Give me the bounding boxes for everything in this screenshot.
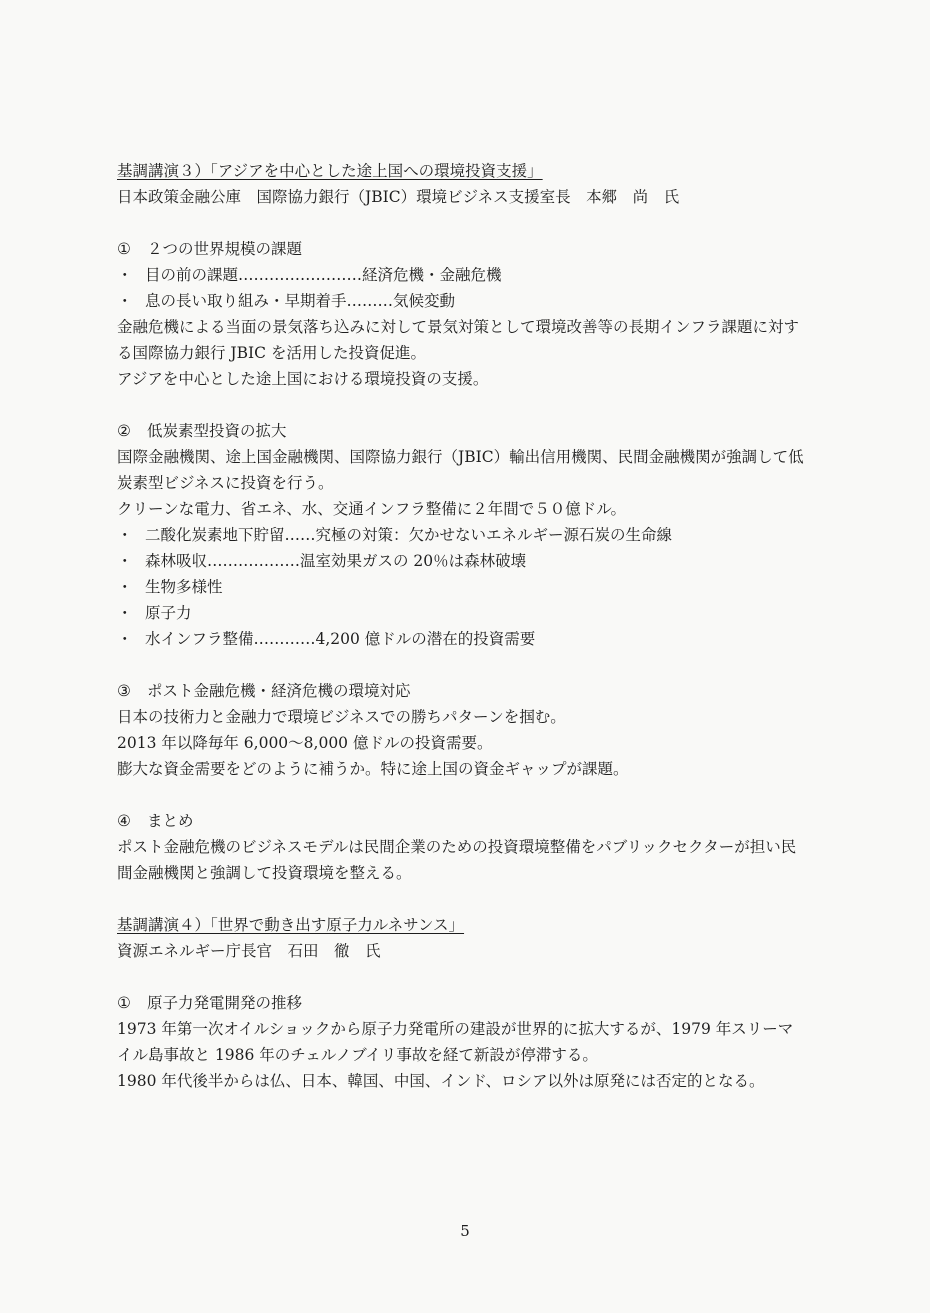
bullet-text: 息の長い取り組み・早期着手………気候変動: [145, 292, 456, 310]
bullet-text: 水インフラ整備…………4,200 億ドルの潜在的投資需要: [145, 630, 536, 648]
keynote4-title: 基調講演４）「世界で動き出す原子力ルネサンス」: [117, 916, 465, 934]
keynote3-s3-line-2: 2013 年以降毎年 6,000～8,000 億ドルの投資需要。: [117, 734, 493, 752]
keynote3-title: 基調講演３）「アジアを中心とした途上国への環境投資支援」: [117, 162, 543, 180]
keynote4-s1-paragraph-1: 1973 年第一次オイルショックから原子力発電所の建設が世界的に拡大するが、1979 年スリーマイル島事故と 1986 年のチェルノブイリ事故を経て新設が停滞する。: [117, 1020, 794, 1064]
keynote3-s2-heading: [117, 418, 807, 444]
section-heading: 原子力発電開発の推移: [147, 994, 303, 1012]
keynote4-s1-heading: [117, 990, 807, 1016]
keynote3-s1-bullet-2: [117, 288, 807, 314]
keynote3-s2-bullet-3: [117, 574, 807, 600]
keynote3-s2-bullet-2: [117, 548, 807, 574]
keynote3-s2-bullet-1: [117, 522, 807, 548]
keynote3-speaker: 日本政策金融公庫 国際協力銀行（JBIC）環境ビジネス支援室長 本郷 尚 氏: [117, 188, 680, 206]
keynote3-s2-paragraph-2: クリーンな電力、省エネ、水、交通インフラ整備に２年間で５０億ドル。: [117, 500, 627, 518]
bullet-dot: ・: [117, 292, 133, 310]
section-heading: ポスト金融危機・経済危機の環境対応: [147, 682, 411, 700]
bullet-dot: ・: [117, 552, 133, 570]
section-marker: ②: [117, 422, 131, 440]
keynote3-s1-heading: [117, 236, 807, 262]
keynote3-s2-bullet-4: [117, 600, 807, 626]
bullet-text: 目の前の課題……………………経済危機・金融危機: [145, 266, 502, 284]
keynote3-s3-line-3: 膨大な資金需要をどのように補うか。特に途上国の資金ギャップが課題。: [117, 760, 629, 778]
bullet-text: 森林吸収………………温室効果ガスの 20％は森林破壊: [145, 552, 527, 570]
section-heading: まとめ: [147, 812, 194, 830]
keynote3-s1-paragraph-1: 金融危機による当面の景気落ち込みに対して景気対策として環境改善等の長期インフラ課題に対する国際協力銀行 JBIC を活用した投資促進。: [117, 318, 800, 362]
keynote3-s4-paragraph: ポスト金融危機のビジネスモデルは民間企業のための投資環境整備をパブリックセクターが担い民間金融機関と強調して投資環境を整える。: [117, 838, 797, 882]
keynote3-s1-bullet-1: [117, 262, 807, 288]
keynote3-s3-heading: [117, 678, 807, 704]
bullet-text: 原子力: [145, 604, 192, 622]
keynote4-s1-paragraph-2: 1980 年代後半からは仏、日本、韓国、中国、インド、ロシア以外は原発には否定的となる。: [117, 1072, 765, 1090]
bullet-dot: ・: [117, 266, 133, 284]
section-heading: ２つの世界規模の課題: [147, 240, 303, 258]
section-marker: ①: [117, 994, 131, 1012]
keynote3-s3-line-1: 日本の技術力と金融力で環境ビジネスでの勝ちパターンを掴む。: [117, 708, 566, 726]
section-marker: ③: [117, 682, 131, 700]
keynote3-s2-paragraph-1: 国際金融機関、途上国金融機関、国際協力銀行（JBIC）輸出信用機関、民間金融機関が強調して低炭素型ビジネスに投資を行う。: [117, 448, 804, 492]
keynote3-s1-paragraph-2: アジアを中心とした途上国における環境投資の支援。: [117, 370, 489, 388]
keynote4-speaker: 資源エネルギー庁長官 石田 徹 氏: [117, 942, 381, 960]
bullet-dot: ・: [117, 630, 133, 648]
keynote3-s4-heading: [117, 808, 807, 834]
keynote3-s2-bullet-5: [117, 626, 807, 652]
section-marker: ①: [117, 240, 131, 258]
section-heading: 低炭素型投資の拡大: [147, 422, 287, 440]
bullet-text: 生物多様性: [145, 578, 223, 596]
page-content: [117, 158, 807, 1094]
bullet-text: 二酸化炭素地下貯留……究極の対策：欠かせないエネルギー源石炭の生命線: [145, 526, 673, 544]
bullet-dot: ・: [117, 604, 133, 622]
bullet-dot: ・: [117, 526, 133, 544]
page-number: 5: [460, 1222, 470, 1240]
bullet-dot: ・: [117, 578, 133, 596]
section-marker: ④: [117, 812, 131, 830]
